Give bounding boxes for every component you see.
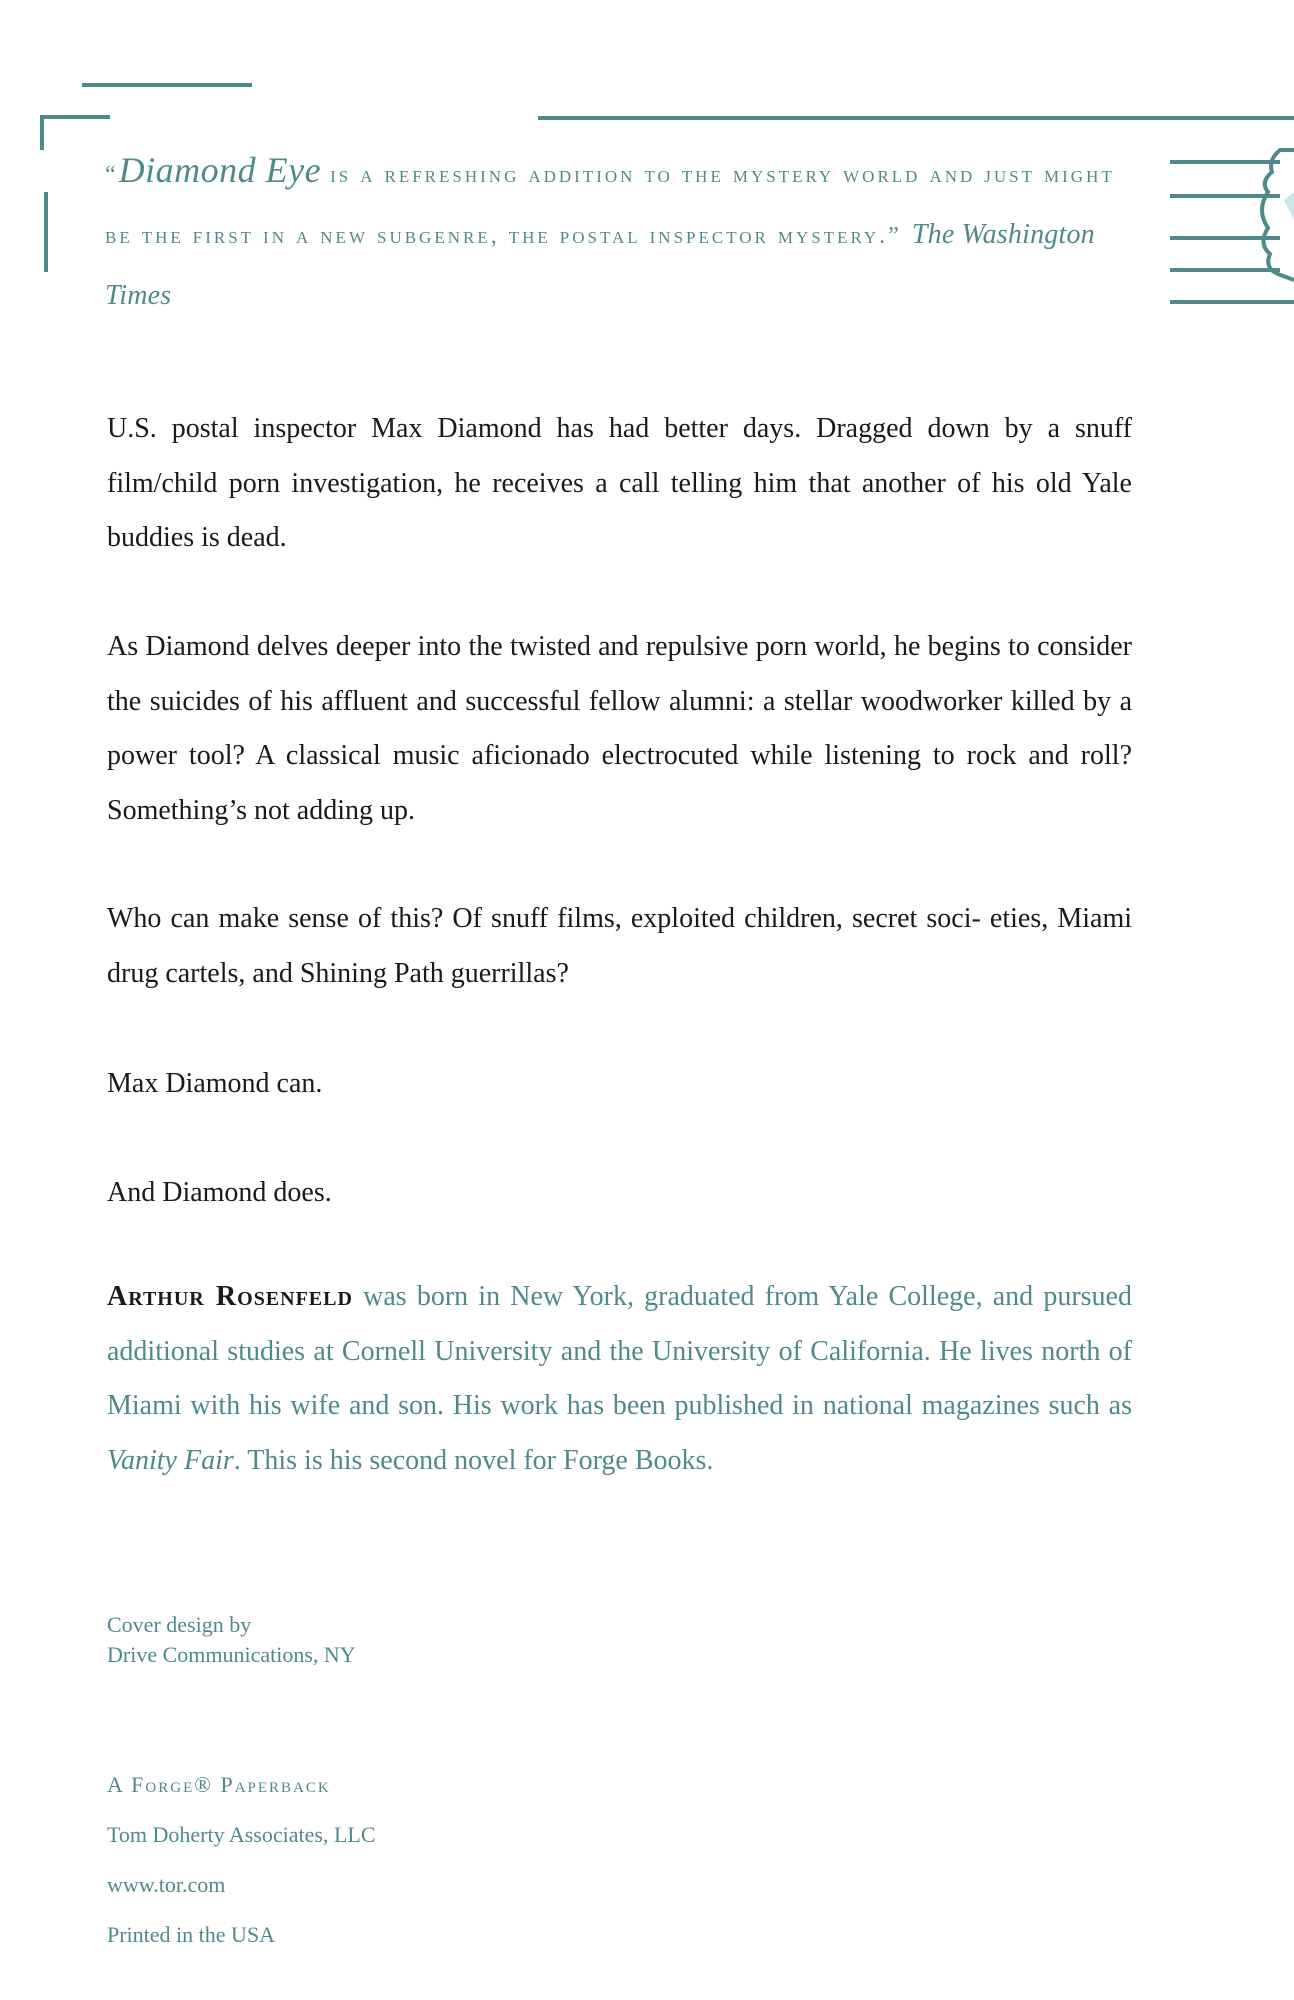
corner-bracket-left	[40, 115, 44, 150]
top-short-rule	[82, 83, 252, 87]
description-paragraph-5: And Diamond does.	[107, 1177, 332, 1208]
description-paragraph-2: As Diamond delves deeper into the twisted and repulsive porn world, he begins to consider the suicides of his affluent and successful fellow alumni: a stellar woodworker killed by a power tool? A classical music aficionado electrocuted while listening to rock and roll? Something’s not adding up.	[107, 631, 1132, 826]
postmark-icon	[1160, 140, 1294, 310]
top-long-rule	[538, 116, 1294, 120]
description-paragraph-1: U.S. postal inspector Max Diamond has had better days. Dragged down by a snuff film/child porn investigation, he receives a call telling him that another of his old Yale buddies is dead.	[107, 413, 1132, 553]
bio-magazine: Vanity Fair	[107, 1444, 234, 1476]
quote-book-title: Diamond Eye	[118, 150, 322, 190]
description-paragraph-3: Who can make sense of this? Of snuff films, exploited children, secret soci- eties, Miami drug cartels, and Shining Path guerrillas?	[107, 903, 1132, 989]
bio-text-1: was born in New York, graduated from Yale College, and pursued additional studies at Cornell University and the University of California. He lives north of Miami with his wife and son. His work has been published in national magazines such as	[107, 1281, 1132, 1421]
quote-open-mark: “	[105, 162, 119, 188]
left-side-rule	[44, 192, 48, 272]
quote-source: The Washington Times	[105, 219, 1095, 311]
bio-text-2: . This is his second novel for Forge Books.	[233, 1444, 714, 1476]
publisher-imprint: A Forge® Paperback	[107, 1772, 331, 1797]
corner-bracket-top	[40, 115, 110, 119]
quote-text: is a refreshing addition to the mystery world and just might be the first in a new subgenre, the postal inspector mystery.”	[105, 162, 1115, 249]
publisher-website[interactable]: www.tor.com	[107, 1872, 226, 1897]
author-bio	[107, 1270, 1132, 1488]
description-paragraph-4: Max Diamond can.	[107, 1068, 323, 1099]
cover-credit-line-2: Drive Communications, NY	[107, 1642, 356, 1667]
review-quote	[105, 140, 1135, 327]
author-name: Arthur Rosenfeld	[107, 1281, 353, 1312]
cover-credit-line-1: Cover design by	[107, 1612, 252, 1637]
printed-in: Printed in the USA	[107, 1922, 276, 1947]
publisher-company: Tom Doherty Associates, LLC	[107, 1822, 376, 1847]
